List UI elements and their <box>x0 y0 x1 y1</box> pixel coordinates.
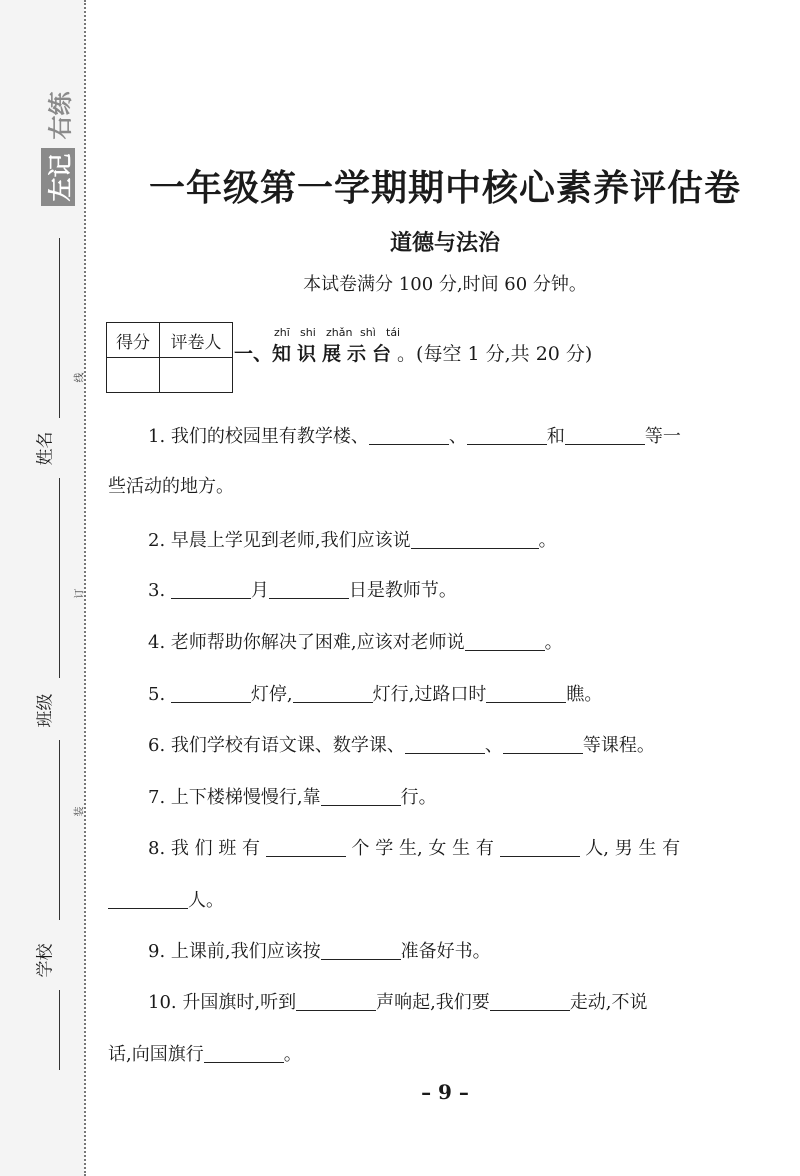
q8-end: 人。 <box>188 890 224 911</box>
q1-blank-2[interactable] <box>467 426 547 445</box>
question-8 <box>148 838 748 858</box>
q3-month: 月 <box>250 580 269 601</box>
exam-note: 本试卷满分 100 分,时间 60 分钟。 <box>303 274 587 295</box>
page-number: – 9 – <box>421 1080 469 1104</box>
q1-text-4: 等一 <box>644 426 681 447</box>
q10-text: 10. 升国旗时,听到 <box>148 992 297 1013</box>
section-1-suffix: 。(每空 1 分,共 20 分) <box>397 343 593 365</box>
question-5 <box>148 684 748 704</box>
name-label: 姓名 <box>35 431 56 465</box>
q1-text-3: 和 <box>546 426 565 447</box>
q10-text-3: 走动,不说 <box>569 992 648 1013</box>
q1-text: 1. 我们的校园里有教学楼、 <box>148 426 369 447</box>
question-4 <box>148 632 748 652</box>
q1-text-2: 、 <box>448 426 467 447</box>
q8-text-3: 人, 男 生 有 <box>579 838 681 859</box>
q9-text: 9. 上课前,我们应该按 <box>148 941 321 962</box>
q5-number: 5. <box>148 684 171 705</box>
q1-blank-3[interactable] <box>565 426 645 445</box>
question-10 <box>148 992 748 1012</box>
q8-blank-2[interactable] <box>500 838 580 857</box>
question-6 <box>148 735 748 755</box>
subject-title: 道德与法治 <box>389 231 500 256</box>
q10-blank-3[interactable] <box>204 1044 284 1063</box>
class-line <box>59 740 60 920</box>
q10-text-2: 声响起,我们要 <box>376 992 490 1013</box>
q2-text: 2. 早晨上学见到老师,我们应该说 <box>148 530 411 551</box>
q5-text-2: 灯行,过路口时 <box>372 684 487 705</box>
score-box <box>106 322 233 393</box>
q6-text-2: 、 <box>484 735 503 756</box>
section-1-number: 一、 <box>234 343 273 365</box>
brand-text: 右练 <box>46 91 75 139</box>
question-10-cont <box>108 1044 748 1064</box>
q7-blank[interactable] <box>321 787 401 806</box>
q10-blank-2[interactable] <box>490 992 570 1011</box>
q5-blank-3[interactable] <box>486 684 566 703</box>
q8-text-2: 个 学 生, 女 生 有 <box>345 838 500 859</box>
grader-header: 评卷人 <box>160 323 233 358</box>
q6-text-3: 等课程。 <box>582 735 655 756</box>
q3-number: 3. <box>148 580 171 601</box>
question-8-cont <box>108 890 748 910</box>
question-1-cont: 些活动的地方。 <box>108 476 234 497</box>
q7-text: 7. 上下楼梯慢慢行,靠 <box>148 787 321 808</box>
cut-char-line: 线 <box>74 372 86 383</box>
section-1-heading <box>234 326 592 366</box>
q4-text: 4. 老师帮助你解决了困难,应该对老师说 <box>148 632 465 653</box>
q3-text: 日是教师节。 <box>348 580 457 601</box>
school-label: 学校 <box>35 943 56 977</box>
q10-end: 。 <box>283 1044 302 1065</box>
page-title: 一年级第一学期期中核心素养评估卷 <box>148 168 741 209</box>
brand-boxed-text: 左记 <box>41 148 75 206</box>
q10-text-4: 话,向国旗行 <box>108 1044 204 1065</box>
q1-blank-1[interactable] <box>369 426 449 445</box>
q2-blank[interactable] <box>411 530 539 549</box>
brand-logo <box>40 82 76 212</box>
q5-blank-1[interactable] <box>171 684 251 703</box>
q9-blank[interactable] <box>321 941 401 960</box>
q6-text: 6. 我们学校有语文课、数学课、 <box>148 735 405 756</box>
name-line-lower <box>59 478 60 678</box>
score-header: 得分 <box>107 323 160 358</box>
q3-blank-day[interactable] <box>269 580 349 599</box>
section-1-title: 知识展示台 <box>272 343 398 365</box>
q6-blank-2[interactable] <box>503 735 583 754</box>
question-9 <box>148 941 748 961</box>
q9-end: 准备好书。 <box>400 941 491 962</box>
name-line <box>59 238 60 418</box>
q10-blank-1[interactable] <box>296 992 376 1011</box>
grader-cell[interactable] <box>160 358 233 393</box>
pinyin-4: shì <box>360 326 376 339</box>
question-7 <box>148 787 748 807</box>
section-1-pinyin <box>274 326 592 339</box>
pinyin-2: shi <box>300 326 316 339</box>
q4-end: 。 <box>544 632 563 653</box>
q3-blank-month[interactable] <box>171 580 251 599</box>
q8-text: 8. 我 们 班 有 <box>148 838 266 859</box>
q5-text-1: 灯停, <box>250 684 293 705</box>
q6-blank-1[interactable] <box>405 735 485 754</box>
question-2 <box>148 530 748 550</box>
question-1 <box>148 426 748 446</box>
q7-end: 行。 <box>400 787 437 808</box>
pinyin-5: tái <box>386 326 401 339</box>
q5-blank-2[interactable] <box>293 684 373 703</box>
pinyin-3: zhǎn <box>326 326 353 339</box>
class-label: 班级 <box>35 693 56 727</box>
q5-text-3: 瞧。 <box>566 684 603 705</box>
score-cell[interactable] <box>107 358 160 393</box>
pinyin-1: zhī <box>274 326 290 339</box>
school-line <box>59 990 60 1070</box>
q8-blank-1[interactable] <box>266 838 346 857</box>
question-3 <box>148 580 748 600</box>
q8-blank-3[interactable] <box>108 890 188 909</box>
cut-char-mount: 装 <box>74 806 86 817</box>
q2-end: 。 <box>538 530 557 551</box>
q4-blank[interactable] <box>465 632 545 651</box>
cut-char-bind: 订 <box>74 588 86 599</box>
